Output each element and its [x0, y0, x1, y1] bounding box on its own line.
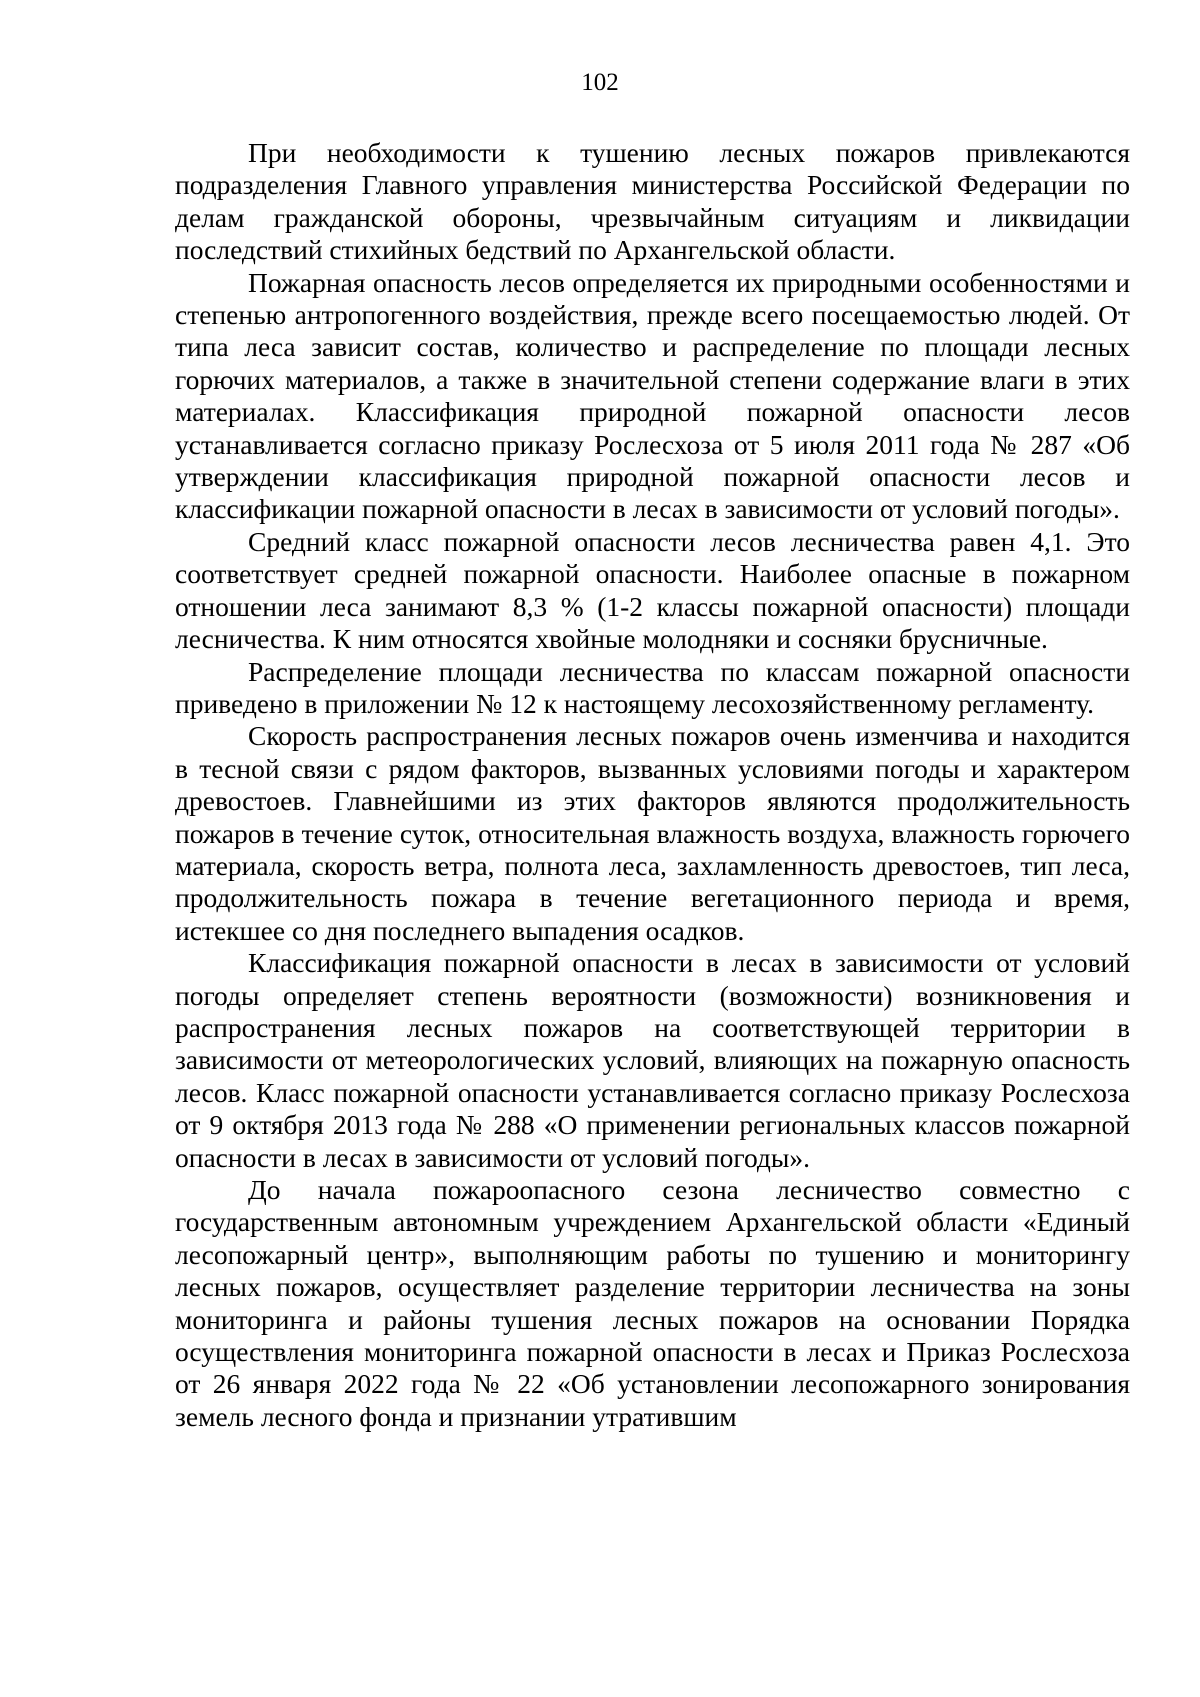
paragraph-average-danger-class: Средний класс пожарной опасности лесов лесничества равен 4,1. Это соответствует средней пожарной опасности. Наиболее опасные в пожарном отношении леса занимают 8,3 % (1-2 классы пожарной опасности) площади лесничества. К ним относятся хвойные молодняки и сосняки брусничные. — [175, 525, 1130, 655]
document-body — [175, 137, 1130, 1433]
paragraph-fire-units: При необходимости к тушению лесных пожаров привлекаются подразделения Главного управления министерства Российской Федерации по делам гражданской обороны, чрезвычайным ситуациям и ликвидации последствий стихийных бедствий по Архангельской области. — [175, 137, 1130, 266]
paragraph-weather-classification: Классификация пожарной опасности в лесах в зависимости от условий погоды определяет степень вероятности (возможности) возникновения и распространения лесных пожаров на соответствующей территории в зависимости от метеорологических условий, влияющих на пожарную опасность лесов. Класс пожарной опасности устанавливается согласно приказу Рослесхоза от 9 октября 2013 года № 288 «О применении региональных классов пожарной опасности в лесах в зависимости от условий погоды». — [175, 947, 1130, 1173]
paragraph-area-distribution: Распределение площади лесничества по классам пожарной опасности приведено в приложении № 12 к настоящему лесохозяйственному регламенту. — [175, 655, 1130, 719]
page-number: 102 — [581, 69, 619, 96]
paragraph-spread-speed: Скорость распространения лесных пожаров очень изменчива и находится в тесной связи с рядом факторов, вызванных условиями погоды и характером древостоев. Главнейшими из этих факторов являются продолжительность пожаров в течение суток, относительная влажность воздуха, влажность горючего материала, скорость ветра, полнота леса, захламленность древостоев, тип леса, продолжительность пожара в течение вегетационного периода и время, истекшее со дня последнего выпадения осадков. — [175, 720, 1130, 946]
paragraph-fire-danger-factors: Пожарная опасность лесов определяется их природными особенностями и степенью антропогенного воздействия, прежде всего посещаемостью людей. От типа леса зависит состав, количество и распределение по площади лесных горючих материалов, а также в значительной степени содержание влаги в этих материалах. Классификация природной пожарной опасности лесов устанавливается согласно приказу Рослесхоза от 5 июля 2011 года № 287 «Об утверждении классификация природной пожарной опасности лесов и классификации пожарной опасности в лесах в зависимости от условий погоды». — [175, 266, 1130, 525]
paragraph-season-zoning: До начала пожароопасного сезона лесничество совместно с государственным автономным учреждением Архангельской области «Единый лесопожарный центр», выполняющим работы по тушению и мониторингу лесных пожаров, осуществляет разделение территории лесничества на зоны мониторинга и районы тушения лесных пожаров на основании Порядка осуществления мониторинга пожарной опасности в лесах и Приказ Рослесхоза от 26 января 2022 года № 22 «Об установлении лесопожарного зонирования земель лесного фонда и признании утратившим — [175, 1174, 1130, 1432]
